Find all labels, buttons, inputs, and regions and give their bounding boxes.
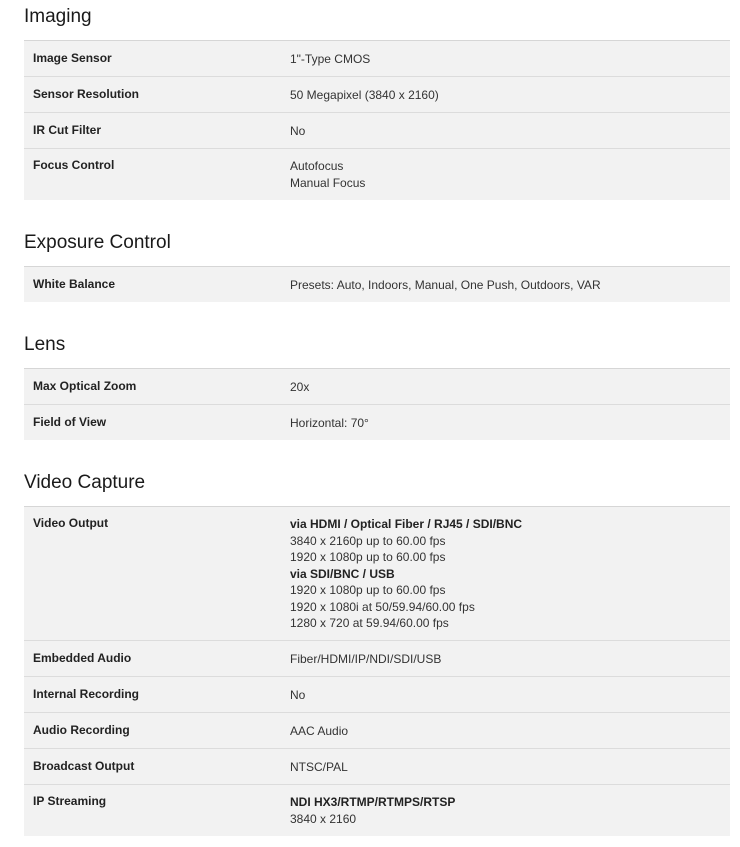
spec-value [290, 87, 730, 112]
spec-row-sensor-resolution [24, 77, 730, 113]
section-exposure-control [24, 228, 730, 302]
spec-row-video-output [24, 507, 730, 641]
section-video-capture [24, 468, 730, 836]
spec-value [290, 123, 730, 148]
spec-label: Field of View [33, 415, 107, 429]
spec-value [290, 651, 730, 676]
spec-row-field-of-view [24, 405, 730, 440]
spec-label: Broadcast Output [33, 759, 135, 773]
spec-value-line: Autofocus [290, 159, 344, 173]
spec-value-line: Fiber/HDMI/IP/NDI/SDI/USB [290, 652, 442, 666]
spec-row-ip-streaming [24, 785, 730, 836]
spec-table-lens [24, 368, 730, 440]
spec-value [290, 158, 730, 200]
spec-value-line: 3840 x 2160p up to 60.00 fps [290, 533, 446, 548]
spec-value [290, 687, 730, 712]
spec-value [290, 415, 730, 440]
spec-row-image-sensor [24, 41, 730, 77]
spec-label: White Balance [33, 277, 116, 291]
spec-value-heading: via SDI/BNC / USB [290, 566, 395, 581]
spec-value [290, 723, 730, 748]
spec-value-line: Presets: Auto, Indoors, Manual, One Push, Outdoors, VAR [290, 278, 601, 292]
spec-label: Embedded Audio [33, 651, 132, 665]
spec-label: IR Cut Filter [33, 123, 101, 137]
spec-table-video-capture [24, 506, 730, 836]
spec-row-broadcast-output [24, 749, 730, 785]
spec-label: Focus Control [33, 158, 115, 172]
spec-value-line: AAC Audio [290, 724, 349, 738]
spec-label: Max Optical Zoom [33, 379, 137, 393]
section-title-imaging: Imaging [24, 6, 92, 27]
spec-value [290, 516, 730, 640]
spec-value-heading: NDI HX3/RTMP/RTMPS/RTSP [290, 795, 456, 809]
section-imaging [24, 2, 730, 200]
spec-row-max-optical-zoom [24, 369, 730, 405]
spec-value-line: Horizontal: 70° [290, 416, 369, 430]
spec-label: Image Sensor [33, 51, 112, 65]
spec-row-focus-control [24, 149, 730, 200]
section-title-video-capture: Video Capture [24, 472, 146, 493]
spec-value-line: NTSC/PAL [290, 760, 348, 774]
spec-value-line: No [290, 688, 306, 702]
spec-table-imaging [24, 40, 730, 200]
spec-value-line: No [290, 124, 306, 138]
spec-value [290, 759, 730, 784]
spec-label: IP Streaming [33, 794, 107, 808]
spec-row-audio-recording [24, 713, 730, 749]
spec-value-line: 1920 x 1080p up to 60.00 fps [290, 550, 446, 564]
spec-row-embedded-audio [24, 641, 730, 677]
spec-table-exposure-control [24, 266, 730, 302]
section-title-lens: Lens [24, 334, 66, 355]
spec-value-line: 1920 x 1080i at 50/59.94/60.00 fps [290, 599, 475, 614]
section-title-exposure-control: Exposure Control [24, 232, 171, 253]
spec-label: Audio Recording [33, 723, 130, 737]
spec-value-line: 50 Megapixel (3840 x 2160) [290, 88, 439, 102]
spec-value [290, 794, 730, 836]
spec-value-line: 3840 x 2160 [290, 811, 357, 826]
spec-value-heading: via HDMI / Optical Fiber / RJ45 / SDI/BNC [290, 517, 523, 531]
spec-label: Video Output [33, 516, 109, 530]
spec-value-line: 1920 x 1080p up to 60.00 fps [290, 583, 446, 597]
spec-value-line: 1280 x 720 at 59.94/60.00 fps [290, 616, 449, 630]
spec-value-line: Manual Focus [290, 175, 366, 190]
spec-label: Sensor Resolution [33, 87, 140, 101]
spec-row-internal-recording [24, 677, 730, 713]
spec-row-white-balance [24, 267, 730, 302]
spec-value-line: 20x [290, 380, 310, 394]
spec-value-line: 1"-Type CMOS [290, 52, 371, 66]
spec-value [290, 51, 730, 76]
spec-value [290, 277, 730, 302]
spec-label: Internal Recording [33, 687, 140, 701]
spec-value [290, 379, 730, 404]
spec-row-ir-cut-filter [24, 113, 730, 149]
section-lens [24, 330, 730, 440]
